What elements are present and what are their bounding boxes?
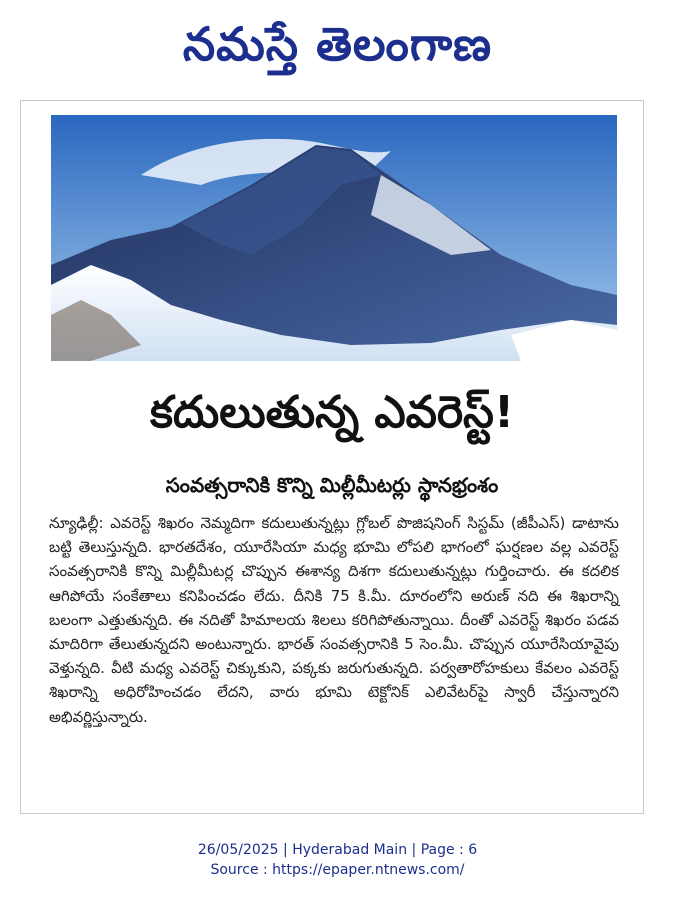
everest-photo [51,115,617,361]
masthead [0,0,675,92]
article-headline: కదులుతున్న ఎవరెస్ట్! [149,387,515,438]
article-subheadline: సంవత్సరానికి కొన్ని మిల్లీమీటర్లు స్థానభ్రంశం [165,473,499,497]
mountain-image [51,115,617,361]
article-clipping [20,100,644,814]
article-body: న్యూఢిల్లీ: ఎవరెస్ట్ శిఖరం నెమ్మదిగా కదులుతున్నట్లు గ్లోబల్ పొజిషనింగ్ సిస్టమ్ (జీపీఎస్) డాటాను బట్టి తెలుస్తున్నది. భారతదేశం, యూరేసియా మధ్య భూమి లోపలి భాగంలో ఘర్షణల వల్ల ఎవరెస్ట్ సంవత్సరానికి కొన్ని మిల్లీమీటర్ల చొప్పున ఈశాన్య దిశగా కదులుతున్నట్లు గుర్తించారు. ఈ కదలిక ఆగిపోయే సంకేతాలు కనిపించడం లేదు. దీనికి 75 కి.మీ. దూరంలోని అరుణ్ నది ఈ శిఖరాన్ని బలంగా ఎత్తుతున్నది. ఈ నదితో హిమాలయ శిలలు కరిగిపోతున్నాయి. దీంతో ఎవరెస్ట్ శిఖరం పడవ మాదిరిగా తేలుతున్నదని అంటున్నారు. భారత్ సంవత్సరానికి 5 సెం.మీ. చొప్పున యూరేసియావైపు వెళ్తున్నది. వీటి మధ్య ఎవరెస్ట్ చిక్కుకుని, పక్కకు జరుగుతున్నది. పర్వతారోహకులు కేవలం ఎవరెస్ట్ శిఖరాన్ని అధిరోహించడం లేదని, వారు భూమి టెక్టోనిక్ ఎలివేటర్‌పై స్వారీ చేస్తున్నారని అభివర్ణిస్తున్నారు. [49,514,619,726]
page-footer [0,840,675,880]
newspaper-logo: నమస్తే తెలంగాణ [182,17,493,71]
edition-info: 26/05/2025 | Hyderabad Main | Page : 6 [197,842,478,858]
source-link[interactable]: Source : https://epaper.ntnews.com/ [210,862,465,878]
